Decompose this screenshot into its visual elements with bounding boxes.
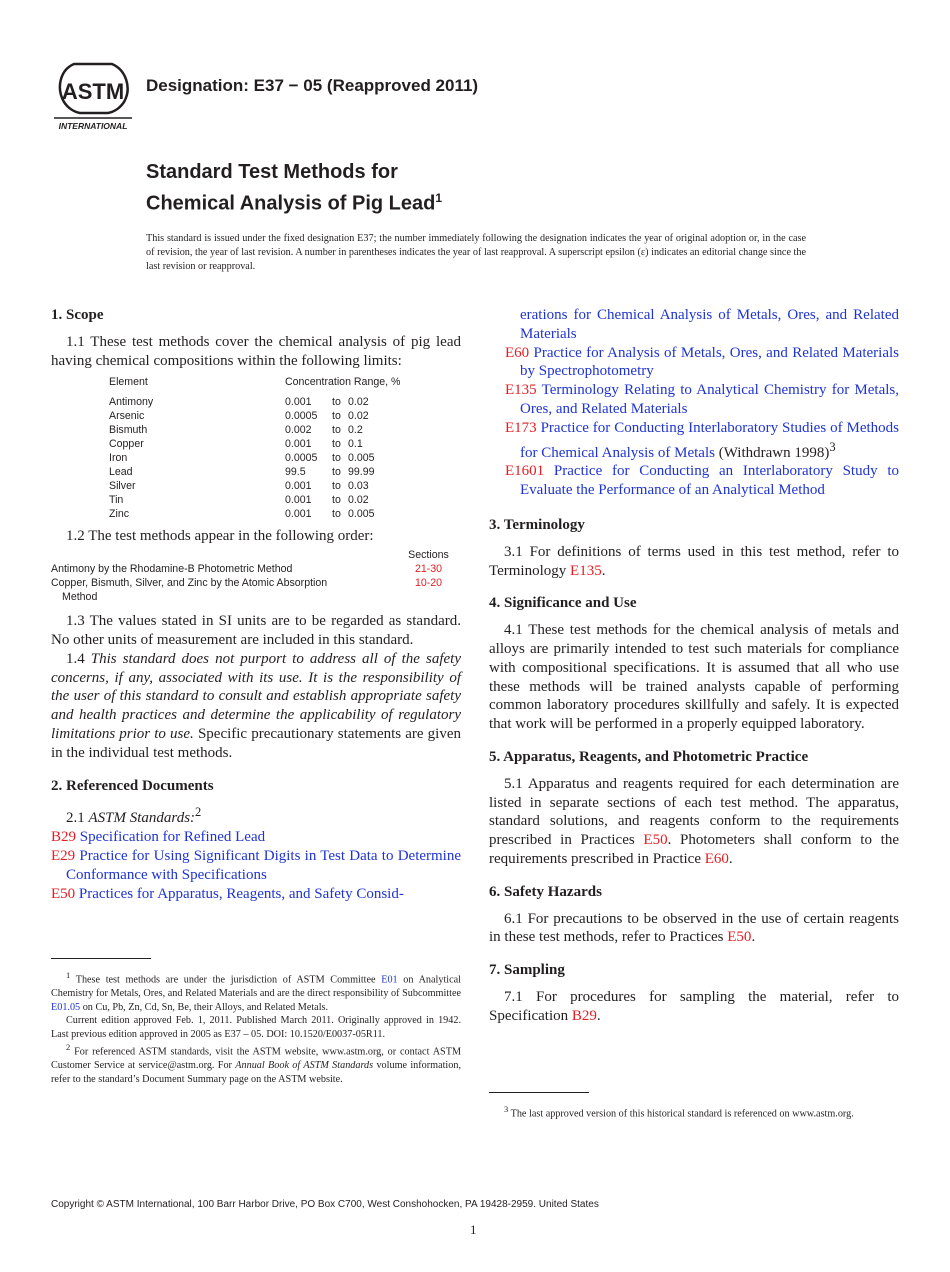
designation: Designation: E37 − 05 (Reapproved 2011) — [146, 76, 479, 95]
b29-link[interactable]: B29 — [571, 1007, 597, 1024]
footnote-3: $^3$ The last approved version of this historical standard is referenced on www.astm.org. — [504, 1104, 854, 1120]
para-number: 2.1 — [66, 810, 85, 827]
footnote-2: $^2$ For referenced ASTM standards, visit the ASTM website, www.astm.org, or contact ASTM Customer Service at service@astm.org. For Annual Book of ASTM Standards volume information, refer to the standard’s Document Summary page on the ASTM website. — [51, 1042, 461, 1085]
para-6-1: 6.1 For precautions to be observed in the use of certain reagents in these test methods, refer to Practices E50. — [489, 910, 899, 946]
section-heading-safety: 6. Safety Hazards — [489, 883, 602, 900]
page-number: 1 — [470, 1222, 477, 1237]
table-row — [109, 493, 400, 507]
ref-item — [51, 847, 461, 885]
cell-min: 0.001 — [285, 438, 312, 451]
para-3-1: 3.1 For definitions of terms used in this test method, refer to Terminology E135. — [489, 543, 899, 579]
cell-to: to — [332, 396, 341, 409]
table-row — [109, 451, 400, 465]
cell-max: 0.02 — [348, 396, 369, 409]
cell-element: Copper — [109, 438, 144, 451]
ref-title-link[interactable]: Practice for Using Significant Digits in Test Data to Determine Conformance with Specifications — [66, 847, 462, 883]
footnotes-left — [51, 958, 461, 1087]
ref-code-link[interactable]: E135 — [505, 382, 537, 399]
e135-link[interactable]: E135 — [570, 562, 602, 579]
ref-item — [51, 828, 461, 847]
section-heading-sampling: 7. Sampling — [489, 962, 565, 979]
ref-item — [489, 381, 899, 419]
copyright-notice: Copyright © ASTM International, 100 Barr Harbor Drive, PO Box C700, West Conshohocken, PA 19428-2959. United States — [51, 1199, 599, 1210]
table-row — [109, 479, 400, 493]
ref-item — [489, 344, 899, 382]
safety-caveat: This standard does not purport to address all of the safety concerns, if any, associated with its use. It is the responsibility of the user of this standard to consult and establish appropriate safety and health practices and determine the applicability of regulatory limitations prior to use. — [51, 650, 461, 742]
cell-element: Tin — [109, 494, 124, 507]
logo-text: ASTM — [61, 79, 125, 104]
cell-max: 99.99 — [348, 466, 375, 479]
section-heading-refdocs: 2. Referenced Documents — [51, 777, 214, 794]
para-1-2: 1.2 The test methods appear in the following order: — [66, 528, 374, 545]
para-1-1: 1.1 These test methods cover the chemical analysis of pig lead having chemical compositions within the following limits: — [51, 333, 461, 369]
ref-code-link[interactable]: E60 — [505, 344, 530, 361]
para-5-1: 5.1 Apparatus and reagents required for each determination are listed in separate sections of each test method. The apparatus, standard solutions, and reagents conform to the requirements prescribed in Practices E50. Photometers shall conform to the requirements prescribed in Practice E60. — [489, 775, 899, 867]
astm-logo — [50, 58, 136, 134]
para-2-1 — [51, 803, 461, 828]
table-row — [109, 423, 400, 437]
ref-code-link[interactable]: E1601 — [505, 463, 545, 480]
para-text: Specific precautionary statements are given in the individual test methods. — [51, 725, 461, 761]
subcommittee-link[interactable]: E01.05 — [51, 1001, 81, 1013]
sections-table — [51, 548, 461, 604]
title-line2: Chemical Analysis of Pig Lead — [146, 192, 436, 215]
table-row — [109, 437, 400, 451]
section-heading-terminology: 3. Terminology — [489, 516, 585, 533]
footnote-marker: 3 — [829, 439, 836, 454]
cell-min: 0.001 — [285, 480, 312, 493]
cell-element: Arsenic — [109, 410, 145, 423]
cell-element: Antimony — [109, 396, 154, 409]
ref-item — [51, 885, 461, 904]
ref-title-link[interactable]: Practice for Conducting Interlaboratory Studies of Methods for Chemical Analysis of Metals — [520, 419, 899, 461]
cell-max: 0.02 — [348, 410, 369, 423]
th-element: Element — [109, 376, 148, 389]
edition-note: Current edition approved Feb. 1, 2011. Published March 2011. Originally approved in 1942. Last previous edition approved in 2005 as E37 – 05. DOI: 10.1520/E0037-05R11. — [51, 1015, 461, 1040]
ref-item — [489, 462, 899, 500]
ref-title-link[interactable]: Practice for Analysis of Metals, Ores, and Related Materials by Spectrophotometry — [520, 344, 899, 380]
cell-min: 0.001 — [285, 508, 312, 521]
footnote-rule — [51, 958, 151, 959]
ref-title-link[interactable]: Specification for Refined Lead — [79, 829, 266, 846]
section-heading-apparatus: 5. Apparatus, Reagents, and Photometric Practice — [489, 748, 809, 765]
cell-to: to — [332, 508, 341, 521]
cell-min: 0.0005 — [285, 452, 318, 465]
issued-note: This standard is issued under the fixed designation E37; the number immediately following the designation indicates the year of original adoption or, in the case of revision, the year of last revision. A number in parentheses indicates the year of last reapproval. A superscript epsilon (ε) indicates an editorial change since the last revision or reapproval. — [146, 233, 806, 272]
section-heading-significance: 4. Significance and Use — [489, 595, 637, 612]
footnote-rule — [489, 1092, 589, 1093]
ref-item-continued — [489, 306, 899, 344]
table-row — [109, 465, 400, 479]
cell-to: to — [332, 424, 341, 437]
right-column — [489, 306, 899, 1120]
section-heading-scope: 1. Scope — [51, 307, 104, 323]
para-1-3: 1.3 The values stated in SI units are to be regarded as standard. No other units of measurement are included in this standard. — [51, 613, 461, 648]
para-number: 1.4 — [66, 650, 85, 667]
ref-code-link[interactable]: B29 — [51, 829, 77, 846]
cell-element: Silver — [109, 480, 136, 493]
cell-max: 0.02 — [348, 494, 369, 507]
cell-min: 0.0005 — [285, 410, 318, 423]
title-line1: Standard Test Methods for — [146, 161, 398, 183]
cell-max: 0.1 — [348, 438, 363, 451]
table-row — [51, 562, 461, 576]
th-sections: Sections — [408, 549, 449, 562]
ref-item — [489, 419, 899, 463]
cell-to: to — [332, 480, 341, 493]
footnotes-right — [489, 1092, 899, 1121]
committee-link[interactable]: E01 — [381, 974, 398, 986]
title-footnote-marker: 1 — [435, 191, 443, 205]
th-range: Concentration Range, % — [285, 376, 401, 389]
cell-to: to — [332, 452, 341, 465]
e60-link[interactable]: E60 — [704, 850, 729, 867]
ref-code-link[interactable]: E29 — [51, 847, 76, 864]
cell-to: to — [332, 494, 341, 507]
ref-title-link[interactable]: Practice for Conducting an Interlaboratory Study to Evaluate the Performance of an Analytical Method — [520, 463, 899, 499]
astm-standards-label: ASTM Standards: — [88, 810, 196, 827]
e50-link[interactable]: E50 — [643, 832, 668, 849]
cell-min: 99.5 — [285, 466, 306, 479]
table-header — [109, 375, 400, 395]
table-row — [51, 576, 461, 604]
ref-code-link[interactable]: E173 — [505, 419, 537, 436]
cell-max: 0.005 — [348, 508, 375, 521]
cell-element: Zinc — [109, 508, 130, 521]
e50-link[interactable]: E50 — [727, 929, 752, 946]
cell-min: 0.001 — [285, 396, 312, 409]
table-row — [109, 507, 400, 521]
method-sections-link[interactable]: 10-20 — [414, 577, 443, 590]
cell-element: Lead — [109, 466, 133, 479]
table-row — [109, 409, 400, 423]
cell-max: 0.2 — [348, 424, 363, 437]
cell-min: 0.002 — [285, 424, 312, 437]
cell-max: 0.005 — [348, 452, 375, 465]
cell-to: to — [332, 438, 341, 451]
para-4-1: 4.1 These test methods for the chemical analysis of metals and alloys are primarily intended to test such materials for compliance with compositional specifications. It is assumed that all who use these methods will be trained analysts capable of performing common laboratory procedures skillfully and safely. It is expected that work will be performed in a properly equipped laboratory. — [489, 622, 899, 733]
ref-title-link[interactable]: erations for Chemical Analysis of Metals, Ores, and Related Materials — [520, 307, 899, 342]
cell-element: Iron — [109, 452, 128, 465]
cell-max: 0.03 — [348, 480, 369, 493]
method-name-cont: Method — [62, 591, 98, 604]
footnote-1: $^1$ These test methods are under the jurisdiction of ASTM Committee E01 on Analytical Chemistry for Metals, Ores, and Related Materials and are the direct responsibility of Subcommittee E01.05 on Cu, Pb, Zn, Cd, Sn, Be, their Alloys, and Related Metals. Current edition approved Feb. 1, 2011. Published March 2011. Originally approved in 1942. Last previous edition approved in 2005 as E37 – 05. DOI: 10.1520/E0037-05R11. — [51, 970, 461, 1040]
concentration-table — [109, 375, 400, 521]
ref-title-link[interactable]: Practices for Apparatus, Reagents, and Safety Consid- — [78, 885, 404, 902]
method-name: Antimony by the Rhodamine-B Photometric Method — [51, 563, 293, 576]
ref-title-link[interactable]: Terminology Relating to Analytical Chemistry for Metals, Ores, and Related Materials — [520, 382, 899, 417]
para-1-4 — [51, 650, 461, 763]
cell-to: to — [332, 410, 341, 423]
ref-code-link[interactable]: E50 — [51, 885, 76, 902]
method-name: Copper, Bismuth, Silver, and Zinc by the Atomic Absorption — [51, 577, 328, 590]
withdrawn-note: (Withdrawn 1998) — [714, 444, 830, 461]
cell-min: 0.001 — [285, 494, 312, 507]
left-column — [51, 306, 462, 1085]
table-row — [109, 395, 400, 409]
method-sections-link[interactable]: 21-30 — [414, 563, 443, 576]
logo-subtext: INTERNATIONAL — [58, 121, 128, 131]
cell-element: Bismuth — [109, 424, 148, 437]
para-7-1: 7.1 For procedures for sampling the material, refer to Specification B29. — [489, 988, 899, 1024]
cell-to: to — [332, 466, 341, 479]
page-title — [146, 159, 442, 217]
footnote-marker: 2 — [195, 805, 202, 820]
